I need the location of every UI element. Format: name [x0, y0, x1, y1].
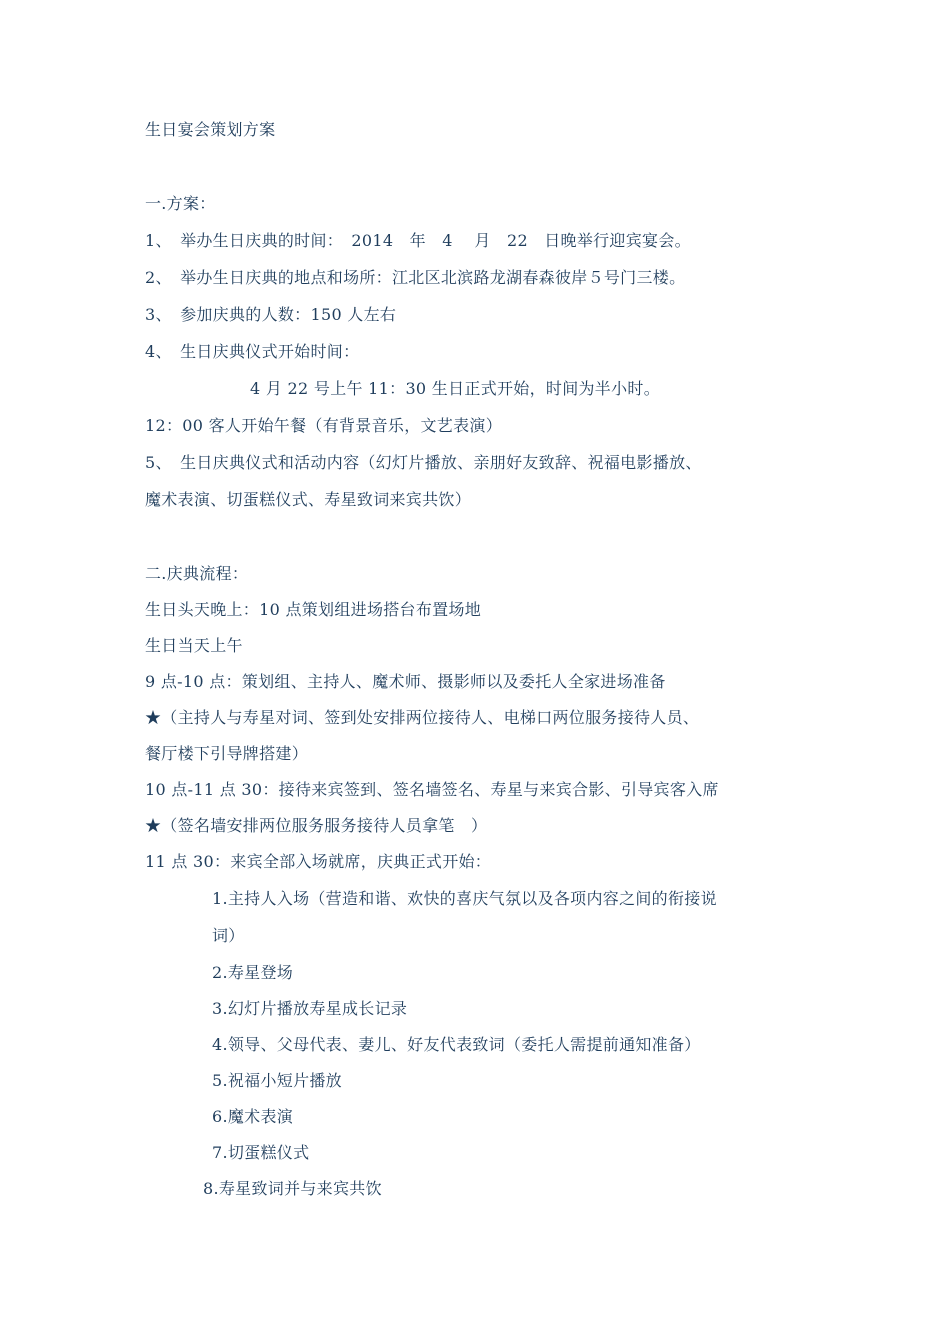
step-6: 6.魔术表演	[212, 1107, 294, 1126]
plan-item-venue: 2、 举办生日庆典的地点和场所：江北区北滨路龙湖春森彼岸５号门三楼。	[145, 268, 686, 287]
step-1-cont: 词）	[212, 926, 245, 945]
process-prep: 9 点-10 点：策划组、主持人、魔术师、摄影师以及委托人全家进场准备	[145, 672, 666, 691]
plan-item-activities: 5、 生日庆典仪式和活动内容（幻灯片播放、亲朋好友致辞、祝福电影播放、	[145, 453, 702, 472]
section-heading-plan: 一.方案：	[145, 194, 216, 213]
step-4: 4.领导、父母代表、妻儿、好友代表致词（委托人需提前通知准备）	[212, 1035, 701, 1054]
process-note-1-cont: 餐厅楼下引导牌搭建）	[145, 744, 309, 763]
process-eve: 生日头天晚上：10 点策划组进场搭台布置场地	[145, 600, 482, 619]
ceremony-start-detail: 4 月 22 号上午 11：30 生日正式开始，时间为半小时。	[250, 379, 660, 398]
plan-item-ceremony-time: 4、 生日庆典仪式开始时间：	[145, 342, 360, 361]
plan-item-attendance: 3、 参加庆典的人数：150 人左右	[145, 305, 397, 324]
section-heading-process: 二.庆典流程：	[145, 564, 249, 583]
step-5: 5.祝福小短片播放	[212, 1071, 342, 1090]
plan-item-activities-cont: 魔术表演、切蛋糕仪式、寿星致词来宾共饮）	[145, 490, 472, 509]
process-morning: 生日当天上午	[145, 636, 243, 655]
process-note-2: ★（签名墙安排两位服务服务接待人员拿笔 ）	[145, 816, 488, 835]
document-title: 生日宴会策划方案	[145, 120, 276, 139]
step-7: 7.切蛋糕仪式	[212, 1143, 310, 1162]
process-reception: 10 点-11 点 30：接待来宾签到、签名墙签名、寿星与来宾合影、引导宾客入席	[145, 780, 719, 799]
process-start: 11 点 30：来宾全部入场就席，庆典正式开始：	[145, 852, 492, 871]
step-3: 3.幻灯片播放寿星成长记录	[212, 999, 408, 1018]
process-note-1: ★（主持人与寿星对词、签到处安排两位接待人、电梯口两位服务接待人员、	[145, 708, 700, 727]
step-2: 2.寿星登场	[212, 963, 294, 982]
plan-item-time: 1、 举办生日庆典的时间： 2014 年 4 月 22 日晚举行迎宾宴会。	[145, 231, 691, 250]
lunch-time: 12：00 客人开始午餐（有背景音乐，文艺表演）	[145, 416, 503, 435]
step-8: 8.寿星致词并与来宾共饮	[203, 1179, 382, 1198]
step-1: 1.主持人入场（营造和谐、欢快的喜庆气氛以及各项内容之间的衔接说	[212, 889, 717, 908]
